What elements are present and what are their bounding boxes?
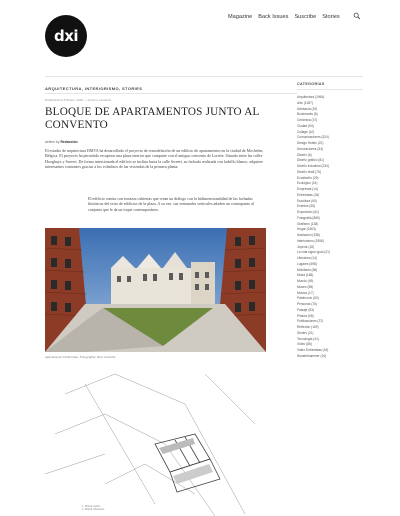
sidebar-category-link[interactable]: Museo (58) [297,284,314,289]
article-paragraph-1: El estudio de arquitectura DMVA ha desarrollado el proyecto de remodelación de un edificio de apartamentos en la ciudad de Mechelen, Bélgica. El proyecto ha permitido recuperar una plaza interior que comparte con el antiguo convento de Lorette. Situado entre las calles Hoogbuys y Sweert. De forma intercionada el edificio se inclina hacia la calle Sweert, su fachada realizada con ladrillo blanco, adquiere interesantes contrastes gracias a los voladizos de las viviendas de la primera planta. [45,148,264,170]
sidebar-category-link[interactable]: Música (17) [297,290,314,295]
sidebar-category-link[interactable]: Publicaciones (37) [297,319,324,324]
sidebar-category-link[interactable]: Design Hotels (22) [297,141,324,145]
sidebar-category-link[interactable]: Mobiliario (86) [297,267,318,272]
sidebar-category-link[interactable]: Personas (76) [297,302,318,306]
sidebar-category-link[interactable]: Ciudad (54) [297,123,314,128]
sidebar-category-link[interactable]: Diseño industrial (234) [297,164,329,168]
sidebar-category-link[interactable]: Exposición (61) [297,210,319,214]
article-photo [45,228,266,352]
photo-caption: Apartamento Ondermaar. Fotografías: Bart Gosselin [45,355,116,359]
nav-item-suscribe[interactable]: Suscribe [294,14,317,20]
sidebar-category-link[interactable]: Literatura (14) [297,256,318,260]
sidebar-category-link[interactable]: Arquitectura (1964) [297,95,325,99]
sidebar-category-link[interactable]: Collage (10) [297,129,315,134]
sidebar-category-link[interactable]: Decoraciones (34) [297,146,324,151]
header-divider [45,76,363,77]
sidebar-category-link[interactable]: Bookmarks (6) [297,112,318,117]
sidebar-category-link[interactable]: Tecnología (41) [297,336,319,341]
plan-caption: 1. Planta Jardín 2. Planta Ubicación [82,505,105,511]
sidebar [297,82,363,360]
search-icon[interactable] [353,12,361,20]
nav-item-magazine[interactable]: Magazine [228,14,253,20]
sidebar-category-link[interactable]: Arte (1287) [297,100,313,105]
sidebar-category-link[interactable]: Ilustración (338) [297,233,320,237]
sidebar-category-link[interactable]: Hogar (2463) [297,227,316,232]
sidebar-category-link[interactable]: Fotografía (869) [297,215,320,220]
sidebar-category-link[interactable]: Vídeo (86) [297,342,312,347]
nav-item-stories[interactable]: Stories [322,14,340,20]
sidebar-category-link[interactable]: Stories (21) [297,330,314,335]
article-title: BLOQUE DE APARTAMENTOS JUNTO AL CONVENTO [45,106,260,131]
sidebar-category-link[interactable]: Cerámica (37) [297,118,318,122]
article-meta: Published on 8 Enero, 2018 — Leave a comment [45,98,112,102]
sidebar-category-link[interactable]: Patrimonio (50) [297,296,319,301]
sidebar-category-link[interactable]: Grafismo (138) [297,221,319,226]
site-plan-drawing [45,364,266,516]
sidebar-category-link[interactable]: Escultura (60) [297,198,317,203]
logo-text: dxi [53,27,79,45]
sidebar-category-link[interactable]: Empresas (14) [297,187,318,191]
sidebar-category-link[interactable]: Lugares (698) [297,261,317,266]
sidebar-category-link[interactable]: Diseño textil (76) [297,169,321,174]
main-nav [228,14,340,20]
sidebar-category-link[interactable]: Eventos (55) [297,204,316,209]
sidebar-category-link[interactable]: Ecodiseño (29) [297,175,319,180]
sidebar-category-link[interactable]: Diseño gráfico (81) [297,158,324,163]
article-paragraph-2: El edificio cuenta con terrazas cubiertas que crean un diálogo con la bidimensionalidad de las fachadas históricas del resto de edificios de la plaza. A su vez, sus ventanales verticales añaden un contrapunto al conjunto que le da un toque contemporáneo. [88,196,254,212]
nav-item-back-issues[interactable]: Back Issues [258,14,289,20]
site-logo[interactable] [45,15,87,57]
sidebar-category-link[interactable]: Joyería (18) [297,244,315,249]
sidebar-category-link[interactable]: Artesanía (20) [297,106,318,111]
sidebar-category-link[interactable]: Moda (186) [297,273,314,278]
sidebar-category-link[interactable]: Video Entrevistas (18) [297,348,329,352]
author-prefix: written by [45,140,60,144]
category-list [297,95,363,360]
sidebar-title: CATEGORÍAS [297,82,325,86]
author-link[interactable]: Redacción [60,140,78,144]
category-divider [45,93,297,94]
sidebar-divider [297,89,363,90]
article-author [45,140,78,144]
sidebar-category-link[interactable]: Pintura (98) [297,313,314,318]
sidebar-category-link[interactable]: Entrevistas (34) [297,192,320,197]
sidebar-category-link[interactable]: Interiorismo (1598) [297,238,324,243]
sidebar-category-link[interactable]: Mundo (49) [297,279,314,283]
article-categories[interactable]: ARQUITECTURA, INTERIORISMO, STORIES [45,86,143,91]
sidebar-category-link[interactable]: Ecológico (24) [297,181,318,186]
sidebar-category-link[interactable]: Paisaje (53) [297,307,315,312]
sidebar-category-link[interactable]: Comunicaciones (324) [297,135,329,140]
sidebar-category-link[interactable]: Reflexión (169) [297,325,319,329]
sidebar-category-link[interactable]: La vida sigue igual (21) [297,250,330,255]
sidebar-category-link[interactable]: Wunderkammer (16) [297,353,327,358]
sidebar-category-link[interactable]: Diseño (6) [297,152,312,157]
